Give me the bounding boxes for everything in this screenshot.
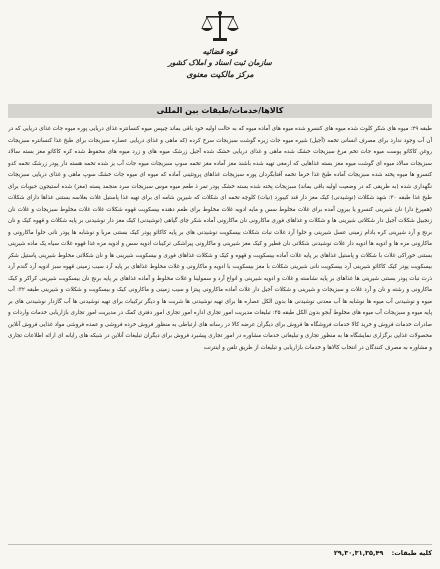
- all-classes-value: ۲۹,۳۰,۳۱,۳۵,۴۹: [333, 549, 384, 557]
- section-title: کالاها/خدمات/طبقات بین المللی: [8, 104, 432, 118]
- footer-divider: [8, 544, 432, 545]
- org-line-registry: سازمان ثبت اسناد و املاک کشور: [168, 58, 272, 67]
- organization-header: [120, 46, 320, 80]
- org-line-judiciary: قوه قضائیه: [202, 47, 238, 56]
- org-line-ip-center: مرکز مالکیت معنوی: [186, 69, 254, 79]
- scales-of-justice-icon: [196, 10, 244, 44]
- all-classes-footer: [334, 549, 432, 557]
- all-classes-label: کلیه طبقات:: [391, 549, 432, 557]
- classes-body-text: طبقه ۲۹: میوه های شکر کلوت شده میوه های کنسرو شده میوه های آماده میوه که به حالت اولیه خود باقی بماند چیپس میوه کنسانتره غذای دریایی پوره میوه جات غذای دریایی که در آن آب وجود ندارد برای مصرف انسانی تخمه (آجیل) شیره میوه جات زیره گوشت سبزیجات سرخ کرده (که ماهی و غذای دریایی عصاره سبزیجات برای طبخ غذا کنسانتره سبزیجات روغن کاکائو پوست میوه جات تخم مرغ سبزیجات خشک شده ماهی و غذای دریایی خشک شده آجیل زرشک میوه های و زرد میوه های محفوظ شده کره کاکائو مغز بسته سالاد سبزیجات سالاد میوه ای گوشت میوه مغز بسته غذاهایی که ارمغی تهیه شده باشند مغز آماده مغز تخمه سوپ سبزیجات میوه جات آب یز شده تخمه هسته دار پودر زرشک تخمه کدو کنسرو ها میوه پخته شده سبزیجات آماده طبخ غذا خرما تخمه آفتابگردان پوره سبزیجات غذاهای پروتئینی آماده که میوه ای میوه جات خشک سوپ ماهی و غذای دریایی سبزیجات نگهداری شده (به طریقی که در وضعیت اولیه باقی بماند) سبزیجات پخته شده بسته خشک پودر تمر ذ طعم میوه موس سبزیجات سرد منجمد پسته (مغز) شده استیجون حبوبات برای طبخ غذا طبقه ۳۰: شهد شکلات (نوشیدنی) کیک مغز دار قند کیبورد (نیات) کلوچه تخمه ای شکلات که شیرین شامه ای برای تهیه غذا پاستیل غلات بغلاسه بستنی غذاها دارای شکلات (همپرغ دار) نان شیرینی کنسرو یا بیرون آمده برای غلات مخلوط سس و مایه ادویه غلات مخلوط برای طعم دهنده بیسکویت قهوه شکلات غلات غلات مخلوط سبزیجات و غلات نان زنجبیل شکلات آجیل دار شکلاتی شیرینی ها و شکلات و غذاهای فوری ماکارونی نان ماکارونی آماده شکر چای گیاهی (نوشیدنی) کیک مغز دار نوشیدنی بر پایه شکلات و قهوه کیک و نان برنج و آرد شیرینی کره بادام زمینی عسل شیرینی و حلوا آرد غلات نبات شکلات بیسکویت نوشیدنی های بر پایه کاکائو پودر کیک بستنی مربا و نوشابه ها پودر نانی حلوا ماکارونی و ماکارونی مزه ها و ادویه ها ادویه دار غلات نوشیدنی شکلاتی نان فطیر و کیک مغز شیرینی و ماکارونی پیراشکی ترکیبات ادویه سس و ادویه مزه غذا قهوه غلات سیاه یک ماده شیرینی بستنی خوراکی غلات با شکلات و پاستیل غذاهای بر پایه غلات آماده بیسکویت و قهوه و کیک و شکلات غذاهای فوری و بیسکویت شیرینی ها و نان شکلاتی مخلوط شیرینی پاستیل شکر بیسکویت پودر کیک کاکائو شیرینی آرد بیسکویت نانی شیرینی شکلات با مغز بیسکویت با ادویه و ماکارونی و غلات مخلوط غذاهای بر پایه آرد سیب زمینی قهوه سبز ادویه آرد گندم آرد ذرت نبات پودر بستنی شیرینی ها غذاهای بر پایه نشاسته و غلات و ادویه شیرینی و انواع آرد و سمولینا و غلات مخلوط و آماده غذاهای بر پایه برنج نان بیسکویت شیرینی کراکر و کیک ماکارونی و رشته و نان و آرد غلات و سبزیجات و شیرینی و شکلات آجیل دار غلات آماده ماکارونی پیتزا و سیب زمینی و ماکارونی کیک و بیسکویت و شکلات و شیرینی طبقه ۳۲: آب میوه و نوشیدنی آب میوه ها نوشابه ها آب معدنی نوشیدنی ها بدون الکل عصاره ها برای تهیه نوشیدنی ها شربت ها و دیگر ترکیبات برای تهیه نوشیدنی ها آب گازدار نوشیدنی های بر پایه میوه و سبزیجات آب میوه های مخلوط آبجو بدون الکل طبقه ۳۵: تبلیغات مدیریت امور تجاری اداره امور تجاری امور دفتری کمک در مدیریت امور تجاری بازاریابی خدمات واردات و صادرات خدمات فروش و خرید کالا خدمات فروشگاه ها فروش برای دیگران عرضه کالا در رسانه های ارتباطی به منظور فروش خرده فروشی و عمده فروشی مواد غذایی فروش آنلاین محصولات غذایی برگزاری نمایشگاه ها به منظور تجاری و تبلیغاتی خدمات مشاوره در امور تجاری پیشبرد فروش برای دیگران تبلیغات آنلاین در شبکه های رایانه ای ارائه اطلاعات تجاری و مشاوره به مصرف کنندگان در انتخاب کالاها و خدمات بازاریابی و تبلیغات از طریق تلفن و اینترنت: [8, 126, 432, 351]
